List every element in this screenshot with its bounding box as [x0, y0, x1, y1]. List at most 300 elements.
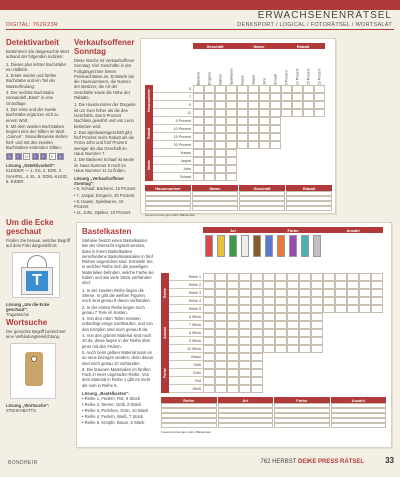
- grid-cell[interactable]: [237, 109, 248, 117]
- grid-cell[interactable]: [203, 337, 215, 345]
- grid-cell[interactable]: [193, 141, 204, 149]
- grid-cell[interactable]: [215, 281, 227, 289]
- grid-cell[interactable]: [237, 93, 248, 101]
- grid-cell[interactable]: [275, 313, 287, 321]
- grid-cell[interactable]: [335, 289, 347, 297]
- grid-cell[interactable]: [335, 273, 347, 281]
- grid-cell[interactable]: [303, 85, 314, 93]
- grid-cell[interactable]: [226, 85, 237, 93]
- grid-cell[interactable]: [215, 297, 227, 305]
- grid-cell[interactable]: [314, 93, 325, 101]
- grid-cell[interactable]: [359, 305, 371, 313]
- grid-cell[interactable]: [239, 321, 251, 329]
- grid-row-label: 5 Prozent: [153, 117, 193, 125]
- grid-cell[interactable]: [275, 305, 287, 313]
- grid-cell[interactable]: [371, 273, 383, 281]
- grid-cell[interactable]: [215, 173, 226, 181]
- grid-cell[interactable]: [371, 289, 383, 297]
- grid-cell[interactable]: [227, 297, 239, 305]
- grid-cell[interactable]: [237, 117, 248, 125]
- grid-cell[interactable]: [287, 337, 299, 345]
- grid-cell[interactable]: [270, 109, 281, 117]
- material-swatch: [217, 235, 225, 257]
- grid-cell[interactable]: [287, 313, 299, 321]
- grid-cell[interactable]: [204, 93, 215, 101]
- grid-cell[interactable]: [263, 297, 275, 305]
- grid-cell[interactable]: [275, 289, 287, 297]
- grid-cell[interactable]: [287, 281, 299, 289]
- grid-cell[interactable]: [215, 377, 227, 385]
- grid-cell[interactable]: [299, 321, 311, 329]
- grid-cell[interactable]: [335, 297, 347, 305]
- grid-cell[interactable]: [226, 133, 237, 141]
- grid-cell[interactable]: [215, 165, 226, 173]
- grid-cell[interactable]: [263, 305, 275, 313]
- grid-cell[interactable]: [227, 377, 239, 385]
- bastel-solution-item: • Reihe 2, Sterne, Gelb, 8 Stück: [82, 402, 142, 408]
- grid-cell[interactable]: [259, 117, 270, 125]
- grid-cell[interactable]: [215, 345, 227, 353]
- grid-cell[interactable]: [251, 329, 263, 337]
- grid-cell[interactable]: [311, 281, 323, 289]
- bastel-clue: 5. Auch beim gelben Material kann es so neue bezogen werden, denn davon sind noch genau 10 vorhanden.: [82, 349, 154, 366]
- grid-cell[interactable]: [239, 273, 251, 281]
- grid-cell[interactable]: [204, 133, 215, 141]
- grid-cell[interactable]: [239, 353, 251, 361]
- grid-cell[interactable]: [203, 361, 215, 369]
- grid-cell[interactable]: [251, 273, 263, 281]
- letter-box[interactable]: S: [6, 153, 13, 160]
- grid-cell[interactable]: [251, 385, 263, 393]
- grid-cell[interactable]: [263, 337, 275, 345]
- letter-box[interactable]: T: [32, 153, 39, 160]
- grid-cell[interactable]: [275, 321, 287, 329]
- grid-cell[interactable]: [227, 369, 239, 377]
- grid-cell[interactable]: [215, 101, 226, 109]
- grid-cell[interactable]: [292, 109, 303, 117]
- grid-cell[interactable]: [215, 353, 227, 361]
- grid-cell[interactable]: [281, 85, 292, 93]
- grid-row-label: Jaspal: [153, 157, 193, 165]
- detektiv-clue: 4. Der erste und der zweite Buchstabe ergänzen sich zu einem Wort.: [6, 106, 59, 123]
- letter-box[interactable]: F: [49, 153, 56, 160]
- grid-cell[interactable]: [239, 329, 251, 337]
- grid-cell[interactable]: [226, 117, 237, 125]
- grid-cell[interactable]: [204, 173, 215, 181]
- grid-row-label: 6 Stück: [169, 313, 203, 321]
- grid-cell[interactable]: [311, 305, 323, 313]
- grid-cell[interactable]: [275, 329, 287, 337]
- grid-cell[interactable]: [323, 297, 335, 305]
- grid-cell[interactable]: [204, 109, 215, 117]
- grid-cell[interactable]: [237, 141, 248, 149]
- result-cell[interactable]: [331, 423, 387, 428]
- grid-cell[interactable]: [251, 345, 263, 353]
- bag-body: [21, 267, 53, 295]
- grid-cell[interactable]: [227, 353, 239, 361]
- bastel-text: Stefanie besitzt einen Bastelkasten. Bei der Übersicht ergänzt werden, dass in ihrem Bastelkasten verschiedene Bastelmaterialien in fünf Reihen angeordnet sind. Ermitteln Sie, in welcher Reihe sich die jeweiligen Materialien befinden, welche Farbe sie haben und wie viele Stück vorhanden sind.: [82, 238, 154, 286]
- grid-cell[interactable]: [371, 305, 383, 313]
- grid-cell[interactable]: [239, 305, 251, 313]
- grid-cell[interactable]: [226, 109, 237, 117]
- grid-cell[interactable]: [287, 273, 299, 281]
- grid-cell[interactable]: [287, 345, 299, 353]
- grid-cell[interactable]: [215, 337, 227, 345]
- grid-cell[interactable]: [263, 289, 275, 297]
- verkauf-solution-item: • 9, Haase, Spielwaren, 10 Prozent: [74, 198, 124, 209]
- grid-cell[interactable]: [193, 117, 204, 125]
- grid-cell[interactable]: [259, 141, 270, 149]
- grid-col-label: Optiker: [218, 74, 223, 85]
- grid-cell[interactable]: [248, 93, 259, 101]
- bastel-solution-item: • Reihe 4, Federn, Weiß, 7 Stück: [82, 414, 143, 420]
- grid-cell[interactable]: [270, 117, 281, 125]
- grid-cell[interactable]: [215, 93, 226, 101]
- grid-cell[interactable]: [335, 305, 347, 313]
- grid-cell[interactable]: [259, 109, 270, 117]
- grid-cell[interactable]: [311, 273, 323, 281]
- grid-cell[interactable]: [311, 297, 323, 305]
- grid-cell[interactable]: [226, 141, 237, 149]
- grid-row-label: 5: [153, 85, 193, 93]
- grid-cell[interactable]: [323, 305, 335, 313]
- grid-cell[interactable]: [292, 101, 303, 109]
- grid-cell[interactable]: [215, 117, 226, 125]
- material-swatch: [289, 235, 297, 257]
- result-cell[interactable]: [192, 206, 238, 211]
- grid-cell[interactable]: [193, 149, 204, 157]
- grid-row-label: 10 Stück: [169, 345, 203, 353]
- grid-cell[interactable]: [311, 345, 323, 353]
- grid-cell[interactable]: [226, 149, 237, 157]
- grid-cell[interactable]: [299, 289, 311, 297]
- grid-cell[interactable]: [204, 141, 215, 149]
- grid-cell[interactable]: [314, 85, 325, 93]
- grid-col-header: Art: [203, 227, 263, 233]
- grid-cell[interactable]: [287, 305, 299, 313]
- grid-cell[interactable]: [251, 377, 263, 385]
- bastel-solution-title: Lösung „Bastelkasten":: [82, 391, 130, 397]
- grid-cell[interactable]: [203, 289, 215, 297]
- grid-cell[interactable]: [204, 101, 215, 109]
- grid-cell[interactable]: [203, 369, 215, 377]
- grid-cell[interactable]: [203, 273, 215, 281]
- grid-cell[interactable]: [299, 281, 311, 289]
- grid-cell[interactable]: [227, 337, 239, 345]
- grid-cell[interactable]: [287, 297, 299, 305]
- grid-cell[interactable]: [227, 305, 239, 313]
- grid-cell[interactable]: [215, 329, 227, 337]
- grid-cell[interactable]: [323, 289, 335, 297]
- grid-cell[interactable]: [227, 345, 239, 353]
- grid-cell[interactable]: [193, 165, 204, 173]
- grid-cell[interactable]: [270, 133, 281, 141]
- bastel-text-column: [82, 227, 154, 427]
- grid-cell[interactable]: [204, 165, 215, 173]
- grid-cell[interactable]: [239, 377, 251, 385]
- grid-cell[interactable]: [215, 141, 226, 149]
- grid-cell[interactable]: [227, 361, 239, 369]
- grid-cell[interactable]: [226, 93, 237, 101]
- grid-cell[interactable]: [215, 313, 227, 321]
- grid-cell[interactable]: [275, 337, 287, 345]
- grid-cell[interactable]: [314, 101, 325, 109]
- grid-cell[interactable]: [270, 93, 281, 101]
- result-col-header: Anzahl: [331, 397, 387, 403]
- grid-cell[interactable]: [239, 313, 251, 321]
- header-rule: [6, 29, 394, 30]
- letter-box[interactable]: T: [15, 153, 22, 160]
- grid-cell[interactable]: [239, 385, 251, 393]
- grid-cell[interactable]: [215, 133, 226, 141]
- grid-cell[interactable]: [203, 305, 215, 313]
- grid-row-label: 7: [153, 93, 193, 101]
- grid-cell[interactable]: [227, 329, 239, 337]
- letter-box[interactable]: E: [57, 153, 64, 160]
- grid-cell[interactable]: [239, 361, 251, 369]
- material-swatch: [313, 235, 321, 257]
- grid-cell[interactable]: [251, 353, 263, 361]
- grid-cell[interactable]: [371, 281, 383, 289]
- grid-row-label: Reihe 3: [169, 289, 203, 297]
- grid-cell[interactable]: [275, 281, 287, 289]
- grid-cell[interactable]: [259, 133, 270, 141]
- grid-cell[interactable]: [251, 305, 263, 313]
- grid-cell[interactable]: [226, 125, 237, 133]
- grid-cell[interactable]: [215, 85, 226, 93]
- grid-cell[interactable]: [248, 133, 259, 141]
- bag-letter: T: [26, 271, 48, 291]
- letter-box[interactable]: O: [24, 154, 29, 160]
- grid-cell[interactable]: [215, 289, 227, 297]
- grid-cell[interactable]: [227, 313, 239, 321]
- grid-cell[interactable]: [281, 109, 292, 117]
- grid-cell[interactable]: [359, 273, 371, 281]
- grid-cell[interactable]: [281, 101, 292, 109]
- grid-cell[interactable]: [259, 93, 270, 101]
- grid-cell[interactable]: [311, 337, 323, 345]
- grid-cell[interactable]: [275, 297, 287, 305]
- grid-cell[interactable]: [287, 289, 299, 297]
- grid-cell[interactable]: [248, 125, 259, 133]
- grid-cell[interactable]: [347, 273, 359, 281]
- grid-cell[interactable]: [203, 313, 215, 321]
- grid-cell[interactable]: [299, 313, 311, 321]
- letter-box[interactable]: F: [40, 153, 47, 160]
- grid-cell[interactable]: [204, 157, 215, 165]
- grid-cell[interactable]: [251, 297, 263, 305]
- grid-col-label: Bäckerei: [196, 71, 201, 85]
- grid-cell[interactable]: [193, 125, 204, 133]
- grid-cell[interactable]: [193, 157, 204, 165]
- grid-cell[interactable]: [226, 101, 237, 109]
- grid-row-group: Anzahl: [161, 313, 169, 353]
- grid-cell[interactable]: [263, 329, 275, 337]
- grid-cell[interactable]: [248, 109, 259, 117]
- result-col-header: Hausnummer: [145, 185, 191, 191]
- grid-cell[interactable]: [215, 149, 226, 157]
- grid-cell[interactable]: [193, 109, 204, 117]
- grid-cell[interactable]: [237, 133, 248, 141]
- grid-cell[interactable]: [270, 125, 281, 133]
- grid-cell[interactable]: [303, 101, 314, 109]
- verkauf-section: [74, 38, 136, 216]
- grid-cell[interactable]: [227, 273, 239, 281]
- grid-cell[interactable]: [215, 273, 227, 281]
- grid-row-label: Reihe 4: [169, 297, 203, 305]
- grid-cell[interactable]: [193, 93, 204, 101]
- ecke-solution-text: Tragetasche: [6, 311, 30, 317]
- result-cell[interactable]: [145, 206, 191, 211]
- top-color-bar: [0, 0, 400, 10]
- grid-cell[interactable]: [314, 109, 325, 117]
- grid-cell[interactable]: [226, 173, 237, 181]
- result-cell[interactable]: [239, 206, 285, 211]
- grid-cell[interactable]: [204, 125, 215, 133]
- grid-cell[interactable]: [215, 369, 227, 377]
- grid-cell[interactable]: [239, 289, 251, 297]
- grid-cell[interactable]: [193, 85, 204, 93]
- grid-cell[interactable]: [287, 321, 299, 329]
- grid-cell[interactable]: [275, 345, 287, 353]
- grid-cell[interactable]: [248, 85, 259, 93]
- grid-cell[interactable]: [203, 329, 215, 337]
- grid-cell[interactable]: [359, 297, 371, 305]
- grid-cell[interactable]: [215, 109, 226, 117]
- grid-cell[interactable]: [215, 385, 227, 393]
- grid-cell[interactable]: [371, 297, 383, 305]
- bastel-solution-item: • Reihe 3, Perlchen, Grün, 10 Stück: [82, 408, 149, 414]
- grid-cell[interactable]: [251, 361, 263, 369]
- grid-cell[interactable]: [292, 85, 303, 93]
- grid-cell[interactable]: [299, 337, 311, 345]
- grid-cell[interactable]: [270, 85, 281, 93]
- grid-cell[interactable]: [215, 125, 226, 133]
- grid-cell[interactable]: [248, 141, 259, 149]
- grid-cell[interactable]: [270, 101, 281, 109]
- grid-cell[interactable]: [237, 85, 248, 93]
- grid-cell[interactable]: [303, 93, 314, 101]
- grid-cell[interactable]: [227, 321, 239, 329]
- grid-cell[interactable]: [215, 361, 227, 369]
- grid-cell[interactable]: [335, 281, 347, 289]
- grid-cell[interactable]: [287, 329, 299, 337]
- grid-cell[interactable]: [359, 281, 371, 289]
- material-swatch: [265, 235, 273, 257]
- grid-cell[interactable]: [248, 117, 259, 125]
- grid-cell[interactable]: [263, 345, 275, 353]
- grid-col-label: 10 Prozent: [295, 68, 300, 85]
- grid-cell[interactable]: [263, 273, 275, 281]
- grid-cell[interactable]: [259, 125, 270, 133]
- grid-cell[interactable]: [347, 289, 359, 297]
- grid-cell[interactable]: [239, 337, 251, 345]
- grid-cell[interactable]: [203, 345, 215, 353]
- grid-cell[interactable]: [227, 289, 239, 297]
- grid-cell[interactable]: [311, 289, 323, 297]
- page-number: 33: [385, 456, 394, 465]
- grid-cell[interactable]: [227, 281, 239, 289]
- result-cell[interactable]: [218, 423, 274, 428]
- grid-cell[interactable]: [251, 281, 263, 289]
- grid-cell[interactable]: [259, 85, 270, 93]
- grid-cell[interactable]: [203, 353, 215, 361]
- grid-cell[interactable]: [263, 313, 275, 321]
- grid-cell[interactable]: [215, 305, 227, 313]
- grid-cell[interactable]: [303, 109, 314, 117]
- grid-cell[interactable]: [299, 273, 311, 281]
- grid-cell[interactable]: [311, 329, 323, 337]
- grid-cell[interactable]: [239, 345, 251, 353]
- grid-cell[interactable]: [251, 289, 263, 297]
- grid-row-label: John: [153, 165, 193, 173]
- grid-cell[interactable]: [347, 281, 359, 289]
- grid-cell[interactable]: [299, 297, 311, 305]
- grid-cell[interactable]: [323, 273, 335, 281]
- grid-cell[interactable]: [215, 157, 226, 165]
- grid-cell[interactable]: [193, 133, 204, 141]
- grid-cell[interactable]: [215, 321, 227, 329]
- grid-cell[interactable]: [311, 313, 323, 321]
- grid-cell[interactable]: [281, 93, 292, 101]
- result-cell[interactable]: [161, 423, 217, 428]
- grid-cell[interactable]: [311, 321, 323, 329]
- grid-cell[interactable]: [299, 329, 311, 337]
- grid-cell[interactable]: [203, 297, 215, 305]
- grid-cell[interactable]: [259, 101, 270, 109]
- grid-cell[interactable]: [270, 141, 281, 149]
- grid-cell[interactable]: [299, 345, 311, 353]
- grid-cell[interactable]: [193, 173, 204, 181]
- grid-row-label: 10 Prozent: [153, 125, 193, 133]
- grid-cell[interactable]: [239, 297, 251, 305]
- footer-issue: 762 HERBST: [260, 459, 298, 465]
- grid-cell[interactable]: [263, 321, 275, 329]
- grid-cell[interactable]: [251, 337, 263, 345]
- grid-cell[interactable]: [237, 101, 248, 109]
- grid-cell[interactable]: [323, 281, 335, 289]
- grid-cell[interactable]: [237, 125, 248, 133]
- grid-cell[interactable]: [204, 117, 215, 125]
- grid-cell[interactable]: [239, 281, 251, 289]
- grid-cell[interactable]: [226, 165, 237, 173]
- grid-cell[interactable]: [203, 385, 215, 393]
- grid-cell[interactable]: [359, 289, 371, 297]
- grid-cell[interactable]: [203, 281, 215, 289]
- grid-cell[interactable]: [239, 369, 251, 377]
- grid-cell[interactable]: [347, 297, 359, 305]
- grid-cell[interactable]: [292, 93, 303, 101]
- grid-row-group: Rabatt: [145, 117, 153, 149]
- grid-cell[interactable]: [226, 157, 237, 165]
- grid-cell[interactable]: [204, 85, 215, 93]
- grid-cell[interactable]: [251, 369, 263, 377]
- result-cell[interactable]: [274, 423, 330, 428]
- grid-cell[interactable]: [227, 385, 239, 393]
- grid-cell[interactable]: [251, 321, 263, 329]
- grid-cell[interactable]: [204, 149, 215, 157]
- grid-cell[interactable]: [299, 305, 311, 313]
- result-cell[interactable]: [286, 206, 332, 211]
- grid-cell[interactable]: [203, 321, 215, 329]
- grid-cell[interactable]: [263, 281, 275, 289]
- grid-cell[interactable]: [275, 273, 287, 281]
- grid-cell[interactable]: [203, 377, 215, 385]
- grid-cell[interactable]: [347, 305, 359, 313]
- grid-cell[interactable]: [193, 101, 204, 109]
- grid-cell[interactable]: [248, 101, 259, 109]
- grid-cell[interactable]: [251, 313, 263, 321]
